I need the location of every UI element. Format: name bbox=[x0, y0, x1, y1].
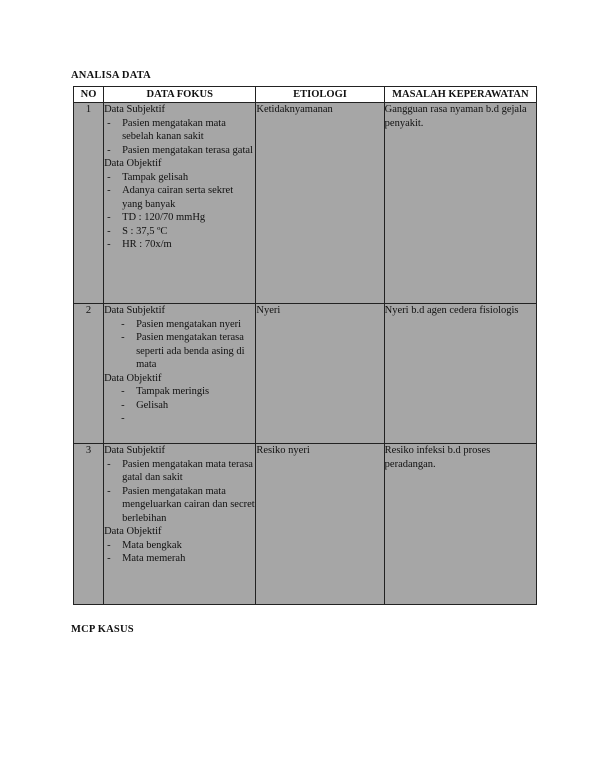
subjective-list bbox=[104, 318, 255, 372]
list-item: - Tampak meringis bbox=[104, 385, 255, 399]
row-number: 3 bbox=[74, 444, 104, 605]
data-fokus-cell bbox=[104, 304, 256, 444]
objective-list bbox=[104, 539, 255, 566]
objective-list bbox=[104, 385, 255, 412]
header-no: NO bbox=[74, 87, 104, 103]
objective-list bbox=[104, 171, 255, 252]
section-title: MCP KASUS bbox=[71, 624, 134, 635]
list-item: - Adanya cairan serta sekret yang banyak bbox=[104, 184, 255, 211]
header-data-fokus: DATA FOKUS bbox=[104, 87, 256, 103]
list-item: - Pasien mengatakan mata sebelah kanan sakit bbox=[104, 117, 255, 144]
etiology-cell: Ketidaknyamanan bbox=[256, 103, 384, 304]
objective-label: Data Objektif bbox=[104, 158, 162, 169]
row-number: 2 bbox=[74, 304, 104, 444]
list-item: - Tampak gelisah bbox=[104, 171, 255, 185]
list-item: - HR : 70x/m bbox=[104, 238, 255, 252]
etiology-cell: Nyeri bbox=[256, 304, 384, 444]
analysis-table bbox=[73, 86, 537, 605]
list-item: - Pasien mengatakan nyeri bbox=[104, 318, 255, 332]
page-title: ANALISA DATA bbox=[71, 70, 151, 81]
etiology-cell: Resiko nyeri bbox=[256, 444, 384, 605]
subjective-label: Data Subjektif bbox=[104, 445, 166, 456]
problem-cell: Resiko infeksi b.d proses peradangan. bbox=[384, 444, 536, 605]
subjective-list bbox=[104, 117, 255, 158]
table-header-row bbox=[74, 87, 537, 103]
problem-cell: Nyeri b.d agen cedera fisiologis bbox=[384, 304, 536, 444]
subjective-list bbox=[104, 458, 255, 526]
objective-label: Data Objektif bbox=[104, 372, 162, 384]
data-fokus-cell bbox=[104, 444, 256, 605]
header-masalah-keperawatan: MASALAH KEPERAWATAN bbox=[384, 87, 536, 103]
header-etiologi: ETIOLOGI bbox=[256, 87, 384, 103]
problem-cell: Gangguan rasa nyaman b.d gejala penyakit. bbox=[384, 103, 536, 304]
subjective-label: Data Subjektif bbox=[104, 305, 166, 316]
table-row bbox=[74, 444, 537, 605]
data-fokus-cell bbox=[104, 103, 256, 304]
list-item: - Pasien mengatakan mata terasa gatal dan sakit bbox=[104, 458, 255, 485]
list-item: - TD : 120/70 mmHg bbox=[104, 211, 255, 225]
table-row bbox=[74, 304, 537, 444]
row-number: 1 bbox=[74, 103, 104, 304]
subjective-label: Data Subjektif bbox=[104, 104, 166, 115]
list-item: - S : 37,5 ºC bbox=[104, 225, 255, 239]
objective-label: Data Objektif bbox=[104, 526, 162, 537]
list-item: - Pasien mengatakan terasa seperti ada benda asing di mata bbox=[104, 331, 255, 372]
list-item: - Gelisah bbox=[104, 399, 255, 413]
list-item: - Pasien mengatakan terasa gatal bbox=[104, 144, 255, 158]
list-item: - Pasien mengatakan mata mengeluarkan cairan dan secret berlebihan bbox=[104, 485, 255, 526]
table-row bbox=[74, 103, 537, 304]
list-item: - Mata bengkak bbox=[104, 539, 255, 553]
list-item: - Mata memerah bbox=[104, 552, 255, 566]
